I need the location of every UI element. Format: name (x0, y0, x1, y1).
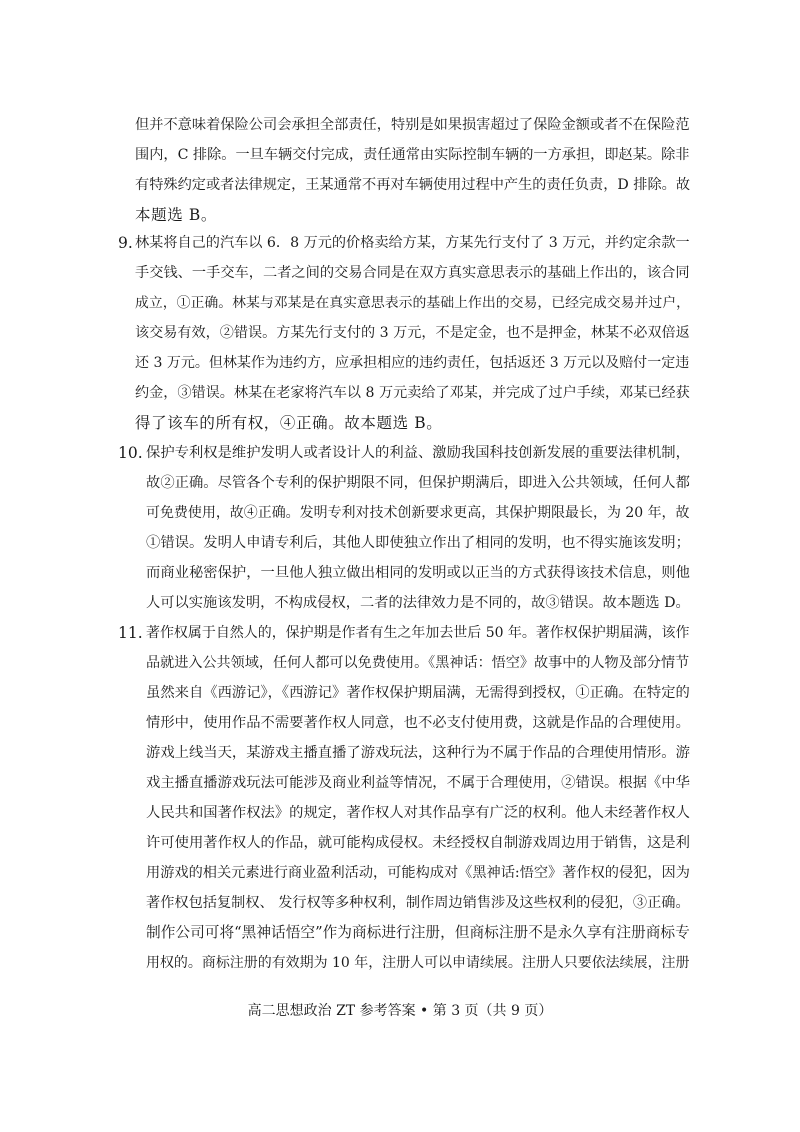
text-line: 品就进入公共领域，任何人都可以免费使用。《黑神话：悟空》故事中的人物及部分情节 (146, 655, 690, 671)
text-line: 成立，①正确。林某与邓某是在真实意思表示的基础上作出的交易，已经完成交易并过户， (135, 295, 691, 311)
text-line: 故②正确。尽管各个专利的保护期限不同，但保护期满后，即进入公共领域，任何人都 (146, 475, 690, 491)
text-line: 而商业秘密保护，一旦他人独立做出相同的发明或以正当的方式获得该技术信息，则他 (146, 565, 690, 581)
text-line: 人民共和国著作权法》的规定，著作权人对其作品享有广泛的权利。他人未经著作权人 (146, 805, 690, 821)
page-footer: 高二思想政治 ZT 参考答案 • 第 3 页（共 9 页） (247, 1003, 553, 1019)
text-line: 围内，C 排除。一旦车辆交付完成，责任通常由实际控制车辆的一方承担，即赵某。除非 (135, 147, 690, 163)
text-line: 但并不意味着保险公司会承担全部责任，特别是如果损害超过了保险金额或者不在保险范 (135, 117, 690, 133)
text-line: 情形中，使用作品不需要著作权人同意，也不必支付使用费，这就是作品的合理使用。 (146, 715, 690, 731)
text-line: 约金，③错误。林某在老家将汽车以 8 万元卖给了邓某，并完成了过户手续，邓某已经获 (135, 385, 690, 401)
text-line: 可免费使用，故④正确。发明专利对技术创新要求更高，其保护期限最长，为 20 年，故 (146, 505, 690, 521)
text-line: 著作权属于自然人的，保护期是作者有生之年加去世后 50 年。著作权保护期届满，该作 (146, 625, 690, 641)
text-line: 得了该车的所有权，④正确。故本题选 B。 (135, 414, 443, 432)
text-line: 本题选 B。 (135, 206, 217, 224)
text-line: 用权的。商标注册的有效期为 10 年，注册人可以申请续展。注册人只要依法续展，注册 (146, 955, 690, 971)
question-number: 10. (118, 444, 143, 462)
text-line: 林某将自己的汽车以 6．8 万元的价格卖给方某，方某先行支付了 3 万元，并约定余款一 (135, 235, 690, 251)
text-line: 该交易有效，②错误。方某先行支付的 3 万元，不是定金，也不是押金，林某不必双倍返 (135, 325, 690, 341)
text-line: 用游戏的相关元素进行商业盈利活动，可能构成对《黑神话:悟空》著作权的侵犯，因为 (146, 865, 690, 881)
text-line: 许可使用著作权人的作品，就可能构成侵权。未经授权自制游戏周边用于销售，这是利 (146, 835, 690, 851)
question-number: 11. (118, 624, 143, 642)
question-number: 9. (118, 234, 133, 252)
text-line: 保护专利权是维护发明人或者设计人的利益、激励我国科技创新发展的重要法律机制， (146, 445, 690, 461)
text-line: 戏主播直播游戏玩法可能涉及商业利益等情况，不属于合理使用，②错误。根据《中华 (146, 775, 690, 791)
text-line: 著作权包括复制权、 发行权等多种权利，制作周边销售涉及这些权利的侵犯，③正确。 (146, 895, 690, 911)
text-line: 虽然来自《西游记》，《西游记》著作权保护期届满，无需得到授权，①正确。在特定的 (146, 685, 690, 701)
text-line: 制作公司可将“黑神话悟空”作为商标进行注册，但商标注册不是永久享有注册商标专 (146, 924, 690, 941)
text-line: 人可以实施该发明，不构成侵权，二者的法律效力是不同的，故③错误。故本题选 D。 (146, 595, 690, 611)
text-line: 还 3 万元。但林某作为违约方，应承担相应的违约责任，包括返还 3 万元以及赔付一定违 (135, 355, 690, 371)
text-line: 手交钱、一手交车，二者之间的交易合同是在双方真实意思表示的基础上作出的，该合同 (135, 265, 690, 281)
text-line: 游戏上线当天，某游戏主播直播了游戏玩法，这种行为不属于作品的合理使用情形。游 (146, 745, 690, 761)
text-line: ①错误。发明人申请专利后，其他人即使独立作出了相同的发明，也不得实施该发明； (146, 535, 690, 551)
text-line: 有特殊约定或者法律规定，王某通常不再对车辆使用过程中产生的责任负责，D 排除。故 (135, 177, 691, 193)
